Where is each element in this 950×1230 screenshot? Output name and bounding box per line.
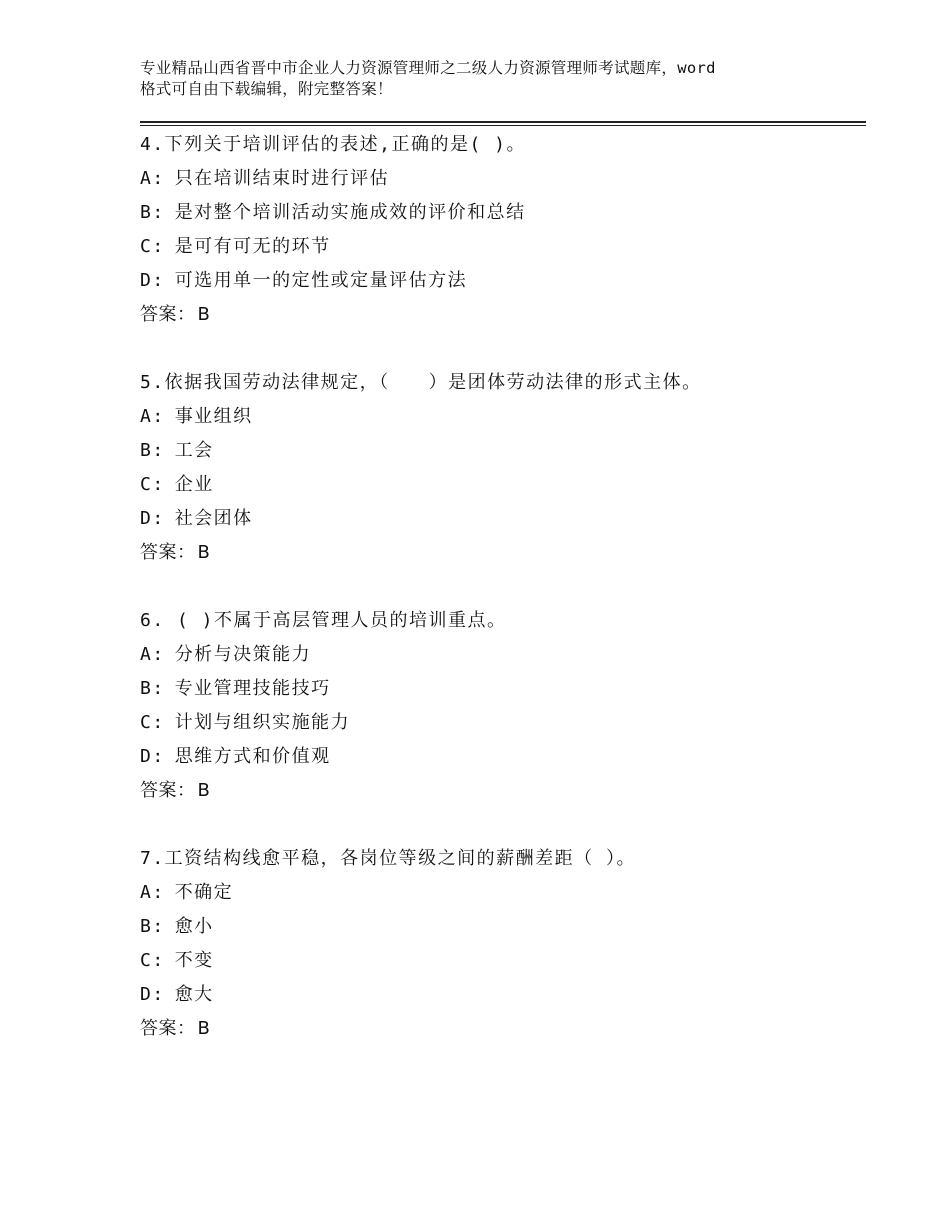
question-6 <box>140 604 866 808</box>
option-letter: B: <box>140 678 165 699</box>
header-divider <box>140 121 866 123</box>
answer-line <box>140 298 866 332</box>
option-letter: B: <box>140 440 165 461</box>
option-text: 分析与决策能力 <box>174 644 312 665</box>
option-a <box>140 876 866 910</box>
option-text: 愈小 <box>174 916 214 937</box>
answer-line <box>140 1012 866 1046</box>
option-c <box>140 230 866 264</box>
option-letter: A: <box>140 168 165 189</box>
option-letter: D: <box>140 270 165 291</box>
option-a <box>140 162 866 196</box>
answer-line <box>140 536 866 570</box>
option-text: 专业管理技能技巧 <box>174 678 331 699</box>
option-c <box>140 706 866 740</box>
option-text: 企业 <box>174 474 214 495</box>
answer-value: B <box>197 304 211 325</box>
option-letter: C: <box>140 474 165 495</box>
option-b <box>140 910 866 944</box>
answer-label: 答案： <box>140 542 196 563</box>
header-line-2: 格式可自由下载编辑，附完整答案！ <box>140 80 393 98</box>
option-d <box>140 978 866 1012</box>
option-text: 工会 <box>174 440 214 461</box>
option-text: 可选用单一的定性或定量评估方法 <box>174 270 468 291</box>
option-text: 是可有可无的环节 <box>174 236 331 257</box>
answer-line <box>140 774 866 808</box>
answer-value: B <box>197 1018 211 1039</box>
option-letter: A: <box>140 882 165 903</box>
option-c <box>140 944 866 978</box>
option-text: 社会团体 <box>174 508 253 529</box>
option-d <box>140 502 866 536</box>
question-stem: 6. ( )不属于高层管理人员的培训重点。 <box>140 610 507 631</box>
question-4 <box>140 128 866 332</box>
answer-label: 答案： <box>140 304 196 325</box>
option-letter: D: <box>140 508 165 529</box>
option-a <box>140 638 866 672</box>
question-stem: 4.下列关于培训评估的表述,正确的是( )。 <box>140 134 527 155</box>
option-letter: B: <box>140 202 165 223</box>
option-c <box>140 468 866 502</box>
option-b <box>140 672 866 706</box>
option-letter: A: <box>140 406 165 427</box>
option-text: 计划与组织实施能力 <box>174 712 351 733</box>
option-letter: C: <box>140 712 165 733</box>
answer-label: 答案： <box>140 780 196 801</box>
option-text: 是对整个培训活动实施成效的评价和总结 <box>174 202 526 223</box>
document-header <box>140 58 840 100</box>
option-b <box>140 196 866 230</box>
option-b <box>140 434 866 468</box>
option-letter: D: <box>140 746 165 767</box>
question-list <box>140 128 866 1080</box>
question-stem: 7.工资结构线愈平稳，各岗位等级之间的薪酬差距（ ）。 <box>140 848 637 869</box>
question-stem: 5.依据我国劳动法律规定，（ ）是团体劳动法律的形式主体。 <box>140 372 702 393</box>
option-text: 只在培训结束时进行评估 <box>174 168 390 189</box>
option-letter: C: <box>140 950 165 971</box>
question-7 <box>140 842 866 1046</box>
option-letter: C: <box>140 236 165 257</box>
answer-value: B <box>197 542 211 563</box>
option-letter: A: <box>140 644 165 665</box>
option-letter: B: <box>140 916 165 937</box>
option-d <box>140 740 866 774</box>
answer-value: B <box>197 780 211 801</box>
option-text: 愈大 <box>174 984 214 1005</box>
option-letter: D: <box>140 984 165 1005</box>
answer-label: 答案： <box>140 1018 196 1039</box>
option-text: 事业组织 <box>174 406 253 427</box>
header-line-1: 专业精品山西省晋中市企业人力资源管理师之二级人力资源管理师考试题库，word <box>140 59 716 77</box>
option-text: 不确定 <box>174 882 234 903</box>
header-divider-thin <box>140 125 866 126</box>
question-5 <box>140 366 866 570</box>
option-a <box>140 400 866 434</box>
option-text: 不变 <box>174 950 214 971</box>
option-d <box>140 264 866 298</box>
option-text: 思维方式和价值观 <box>174 746 331 767</box>
